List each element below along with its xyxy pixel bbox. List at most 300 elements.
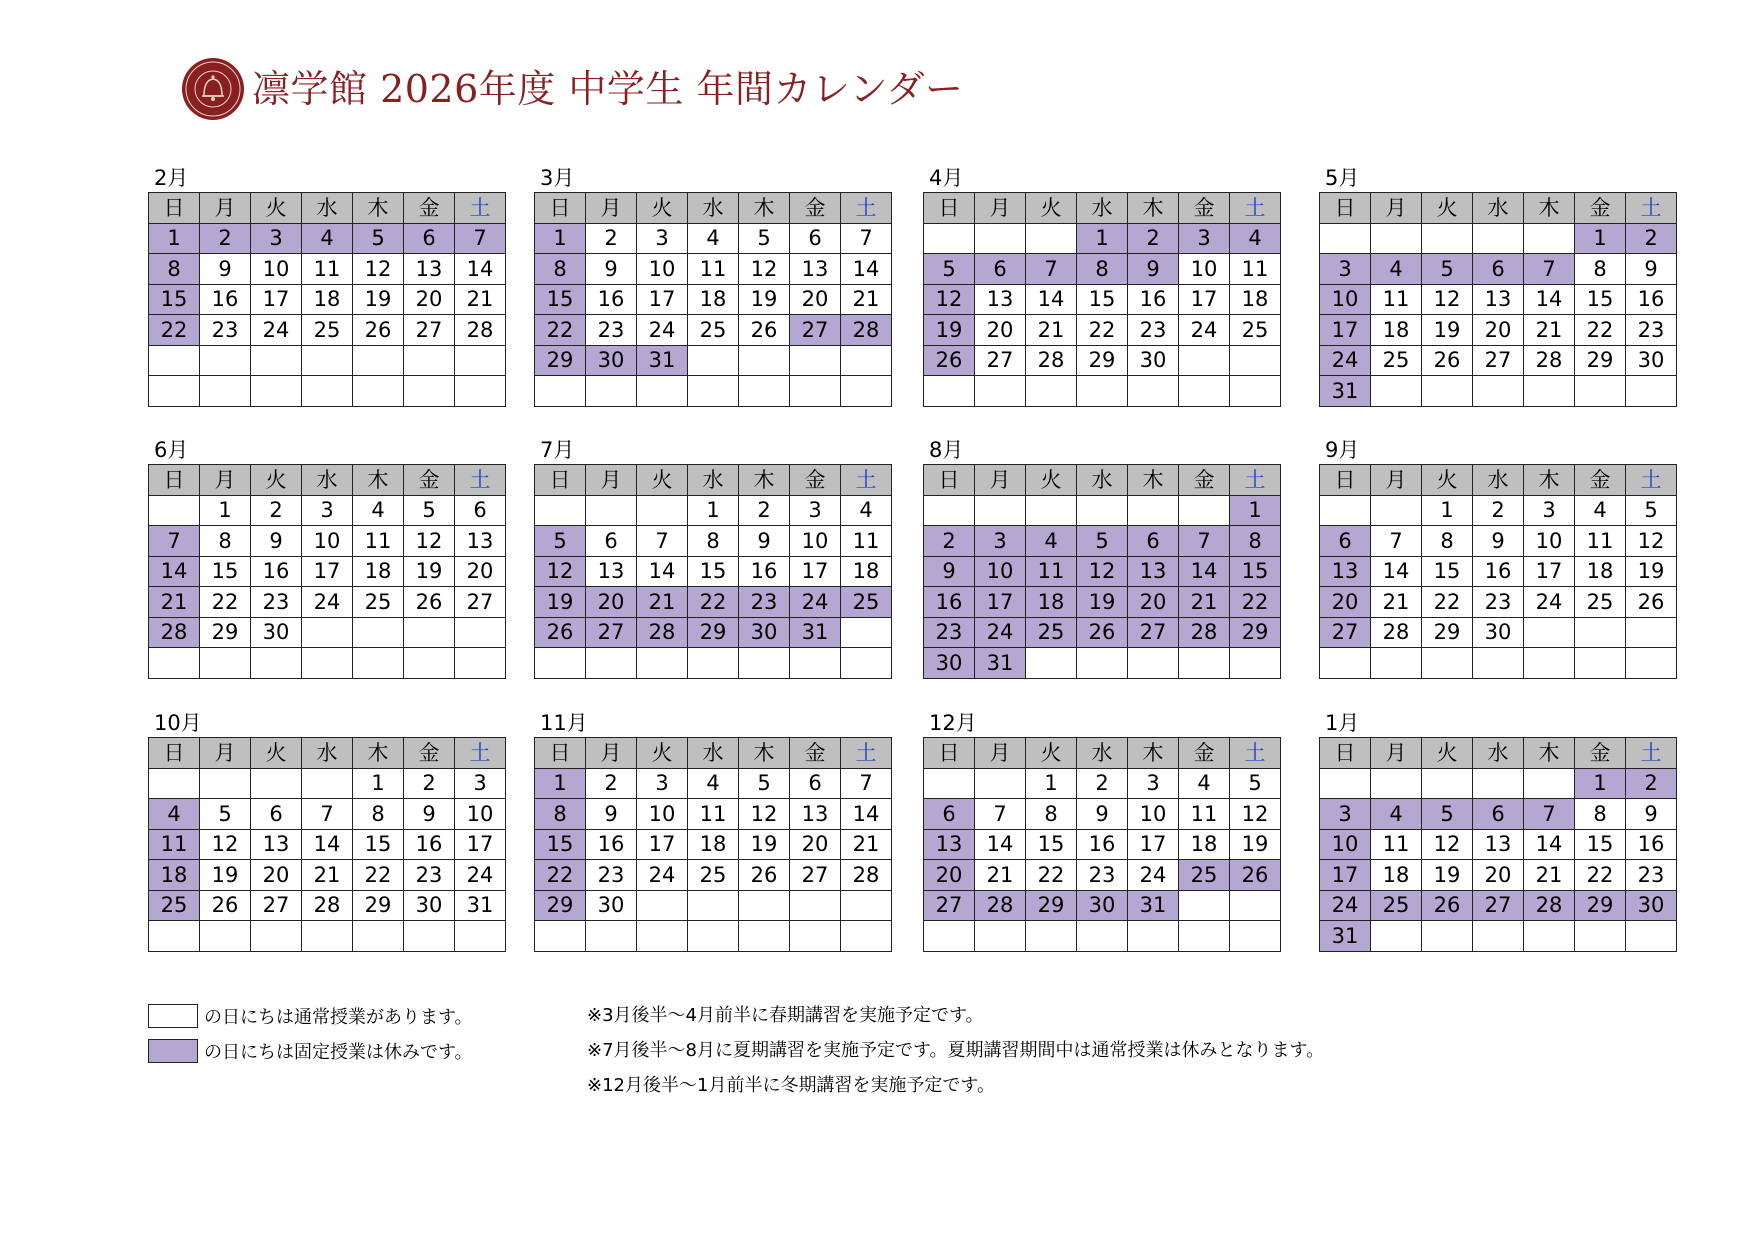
day-cell: 13 <box>1473 284 1524 315</box>
week-row <box>535 223 892 254</box>
day-cell <box>353 345 404 376</box>
weekday-header: 日 <box>535 193 586 224</box>
day-cell: 4 <box>353 495 404 526</box>
day-cell <box>1575 921 1626 952</box>
day-cell <box>739 376 790 407</box>
week-row <box>535 921 892 952</box>
day-cell: 18 <box>688 829 739 860</box>
legend-swatch-normal <box>148 1004 198 1028</box>
day-cell: 30 <box>739 617 790 648</box>
day-cell <box>1179 648 1230 679</box>
day-cell <box>637 921 688 952</box>
day-cell <box>688 890 739 921</box>
weekday-header-row <box>924 465 1281 496</box>
day-cell: 28 <box>841 315 892 346</box>
day-cell: 19 <box>924 315 975 346</box>
day-cell: 28 <box>149 617 200 648</box>
day-cell: 29 <box>535 345 586 376</box>
day-cell: 9 <box>1626 799 1677 830</box>
day-cell <box>251 921 302 952</box>
day-cell <box>1128 648 1179 679</box>
week-row <box>924 345 1281 376</box>
day-cell: 22 <box>688 587 739 618</box>
day-cell: 29 <box>688 617 739 648</box>
day-cell: 16 <box>1128 284 1179 315</box>
day-cell <box>1626 921 1677 952</box>
weekday-header: 金 <box>1179 738 1230 769</box>
day-cell: 5 <box>1422 254 1473 285</box>
day-cell: 23 <box>404 860 455 891</box>
week-row <box>535 556 892 587</box>
day-cell: 21 <box>841 284 892 315</box>
day-cell: 3 <box>455 768 506 799</box>
weekday-header-row <box>1320 465 1677 496</box>
day-cell: 9 <box>1128 254 1179 285</box>
week-row <box>535 254 892 285</box>
weekday-header: 日 <box>535 738 586 769</box>
day-cell: 2 <box>251 495 302 526</box>
day-cell: 17 <box>637 829 688 860</box>
day-cell: 12 <box>353 254 404 285</box>
weekday-header-saturday: 土 <box>1230 465 1281 496</box>
day-cell: 8 <box>1575 254 1626 285</box>
day-cell: 6 <box>1473 799 1524 830</box>
day-cell: 27 <box>1473 890 1524 921</box>
week-row <box>924 921 1281 952</box>
weekday-header: 金 <box>1575 465 1626 496</box>
day-cell <box>455 921 506 952</box>
day-cell <box>586 495 637 526</box>
day-cell <box>404 648 455 679</box>
day-cell <box>200 921 251 952</box>
week-row <box>1320 556 1677 587</box>
weekday-header: 水 <box>688 193 739 224</box>
day-cell <box>637 495 688 526</box>
day-cell <box>1230 890 1281 921</box>
day-cell: 9 <box>1473 526 1524 557</box>
day-cell: 3 <box>637 768 688 799</box>
day-cell <box>739 648 790 679</box>
day-cell <box>1371 376 1422 407</box>
day-cell: 8 <box>200 526 251 557</box>
day-cell: 19 <box>535 587 586 618</box>
month-label: 9月 <box>1325 438 1360 462</box>
weekday-header: 日 <box>1320 738 1371 769</box>
weekday-header: 金 <box>404 738 455 769</box>
day-cell: 25 <box>688 860 739 891</box>
day-cell: 16 <box>586 284 637 315</box>
day-cell: 15 <box>1077 284 1128 315</box>
day-cell: 16 <box>924 587 975 618</box>
day-cell: 30 <box>1626 345 1677 376</box>
day-cell: 11 <box>688 254 739 285</box>
day-cell: 26 <box>1626 587 1677 618</box>
day-cell: 20 <box>975 315 1026 346</box>
day-cell: 14 <box>975 829 1026 860</box>
day-cell: 28 <box>1371 617 1422 648</box>
day-cell: 5 <box>535 526 586 557</box>
day-cell: 15 <box>535 284 586 315</box>
day-cell <box>404 345 455 376</box>
day-cell: 12 <box>1626 526 1677 557</box>
week-row <box>535 829 892 860</box>
day-cell: 23 <box>586 315 637 346</box>
day-cell: 14 <box>637 556 688 587</box>
weekday-header: 月 <box>1371 465 1422 496</box>
day-cell: 6 <box>790 223 841 254</box>
day-cell: 15 <box>149 284 200 315</box>
weekday-header: 火 <box>1026 465 1077 496</box>
day-cell: 22 <box>1575 315 1626 346</box>
day-cell: 30 <box>1473 617 1524 648</box>
day-cell <box>149 648 200 679</box>
month-label: 10月 <box>154 711 202 735</box>
week-row <box>149 921 506 952</box>
weekday-header: 日 <box>924 193 975 224</box>
day-cell <box>1128 376 1179 407</box>
week-row <box>149 345 506 376</box>
week-row <box>149 768 506 799</box>
day-cell: 20 <box>1128 587 1179 618</box>
week-row <box>924 254 1281 285</box>
day-cell: 26 <box>739 860 790 891</box>
month-label: 1月 <box>1325 711 1360 735</box>
day-cell: 29 <box>353 890 404 921</box>
day-cell: 15 <box>200 556 251 587</box>
day-cell: 15 <box>353 829 404 860</box>
day-cell: 18 <box>1575 556 1626 587</box>
day-cell: 5 <box>353 223 404 254</box>
day-cell: 3 <box>1524 495 1575 526</box>
day-cell: 2 <box>404 768 455 799</box>
month-table <box>534 192 892 407</box>
day-cell: 9 <box>586 254 637 285</box>
day-cell <box>404 921 455 952</box>
weekday-header: 日 <box>535 465 586 496</box>
day-cell <box>1473 648 1524 679</box>
week-row <box>535 315 892 346</box>
day-cell: 16 <box>200 284 251 315</box>
day-cell <box>739 890 790 921</box>
day-cell <box>1077 921 1128 952</box>
day-cell: 18 <box>1371 315 1422 346</box>
day-cell: 25 <box>353 587 404 618</box>
day-cell <box>1524 648 1575 679</box>
day-cell: 21 <box>302 860 353 891</box>
week-row <box>1320 345 1677 376</box>
weekday-header: 火 <box>1422 465 1473 496</box>
day-cell <box>841 890 892 921</box>
week-row <box>149 526 506 557</box>
day-cell: 6 <box>455 495 506 526</box>
week-row <box>1320 526 1677 557</box>
day-cell: 23 <box>1473 587 1524 618</box>
weekday-header: 木 <box>353 738 404 769</box>
weekday-header: 金 <box>1179 465 1230 496</box>
day-cell <box>404 617 455 648</box>
weekday-header: 水 <box>302 193 353 224</box>
day-cell: 14 <box>1371 556 1422 587</box>
week-row <box>149 587 506 618</box>
week-row <box>1320 376 1677 407</box>
weekday-header: 水 <box>688 465 739 496</box>
day-cell: 26 <box>1422 345 1473 376</box>
day-cell <box>1230 376 1281 407</box>
month-table <box>1319 737 1677 952</box>
day-cell <box>455 345 506 376</box>
day-cell: 7 <box>1371 526 1422 557</box>
day-cell: 8 <box>1422 526 1473 557</box>
day-cell: 27 <box>790 315 841 346</box>
week-row <box>535 617 892 648</box>
day-cell <box>455 376 506 407</box>
day-cell: 24 <box>251 315 302 346</box>
weekday-header-saturday: 土 <box>841 465 892 496</box>
weekday-header: 火 <box>1026 193 1077 224</box>
day-cell: 12 <box>1422 284 1473 315</box>
day-cell <box>535 648 586 679</box>
day-cell <box>200 768 251 799</box>
day-cell: 13 <box>455 526 506 557</box>
day-cell: 21 <box>1524 860 1575 891</box>
day-cell: 2 <box>1473 495 1524 526</box>
weekday-header: 火 <box>1026 738 1077 769</box>
day-cell <box>200 648 251 679</box>
day-cell <box>1524 617 1575 648</box>
day-cell: 5 <box>739 768 790 799</box>
day-cell: 11 <box>353 526 404 557</box>
day-cell: 6 <box>1473 254 1524 285</box>
weekday-header: 月 <box>1371 193 1422 224</box>
day-cell: 8 <box>1575 799 1626 830</box>
day-cell <box>535 376 586 407</box>
day-cell: 17 <box>790 556 841 587</box>
weekday-header: 月 <box>586 738 637 769</box>
day-cell: 16 <box>1077 829 1128 860</box>
day-cell <box>1575 617 1626 648</box>
weekday-header: 日 <box>924 738 975 769</box>
day-cell: 11 <box>1026 556 1077 587</box>
day-cell <box>1320 495 1371 526</box>
day-cell: 24 <box>637 860 688 891</box>
day-cell: 23 <box>586 860 637 891</box>
day-cell: 11 <box>1371 284 1422 315</box>
day-cell: 31 <box>790 617 841 648</box>
day-cell: 17 <box>251 284 302 315</box>
day-cell: 19 <box>200 860 251 891</box>
day-cell: 24 <box>637 315 688 346</box>
weekday-header: 木 <box>1524 738 1575 769</box>
day-cell: 1 <box>1575 768 1626 799</box>
day-cell: 22 <box>535 315 586 346</box>
day-cell: 26 <box>1230 860 1281 891</box>
day-cell: 13 <box>975 284 1026 315</box>
day-cell: 6 <box>404 223 455 254</box>
day-cell <box>302 345 353 376</box>
month-table <box>534 737 892 952</box>
day-cell: 9 <box>404 799 455 830</box>
day-cell: 15 <box>1230 556 1281 587</box>
day-cell: 9 <box>1626 254 1677 285</box>
day-cell: 7 <box>841 223 892 254</box>
day-cell: 17 <box>1320 860 1371 891</box>
day-cell: 30 <box>1128 345 1179 376</box>
day-cell: 24 <box>1179 315 1230 346</box>
day-cell: 12 <box>535 556 586 587</box>
day-cell: 19 <box>1077 587 1128 618</box>
week-row <box>535 345 892 376</box>
weekday-header-row <box>924 738 1281 769</box>
week-row <box>924 799 1281 830</box>
day-cell: 4 <box>149 799 200 830</box>
day-cell <box>455 617 506 648</box>
week-row <box>924 495 1281 526</box>
day-cell <box>1626 648 1677 679</box>
day-cell: 12 <box>404 526 455 557</box>
day-cell: 10 <box>1128 799 1179 830</box>
day-cell <box>149 376 200 407</box>
day-cell: 30 <box>251 617 302 648</box>
day-cell: 4 <box>1230 223 1281 254</box>
weekday-header-saturday: 土 <box>1230 738 1281 769</box>
day-cell: 12 <box>739 799 790 830</box>
day-cell <box>1524 376 1575 407</box>
day-cell: 6 <box>586 526 637 557</box>
day-cell: 14 <box>455 254 506 285</box>
day-cell: 18 <box>1371 860 1422 891</box>
day-cell: 5 <box>924 254 975 285</box>
day-cell <box>975 376 1026 407</box>
day-cell: 21 <box>841 829 892 860</box>
day-cell: 4 <box>1575 495 1626 526</box>
day-cell <box>586 376 637 407</box>
day-cell: 4 <box>1371 799 1422 830</box>
day-cell: 27 <box>924 890 975 921</box>
day-cell: 19 <box>404 556 455 587</box>
day-cell: 1 <box>1422 495 1473 526</box>
day-cell: 26 <box>924 345 975 376</box>
day-cell: 7 <box>637 526 688 557</box>
day-cell <box>149 921 200 952</box>
day-cell <box>251 648 302 679</box>
day-cell: 13 <box>586 556 637 587</box>
day-cell: 4 <box>688 223 739 254</box>
month-label: 3月 <box>540 166 575 190</box>
day-cell: 8 <box>1230 526 1281 557</box>
day-cell <box>841 376 892 407</box>
day-cell: 21 <box>1026 315 1077 346</box>
day-cell <box>1320 223 1371 254</box>
weekday-header: 火 <box>637 738 688 769</box>
day-cell: 13 <box>790 254 841 285</box>
day-cell <box>302 648 353 679</box>
day-cell: 4 <box>1371 254 1422 285</box>
day-cell <box>1575 648 1626 679</box>
legend-off-text: の日にちは固定授業は休みです。 <box>204 1042 473 1063</box>
day-cell: 2 <box>586 768 637 799</box>
day-cell: 29 <box>1575 890 1626 921</box>
day-cell: 17 <box>1320 315 1371 346</box>
day-cell: 1 <box>535 223 586 254</box>
day-cell: 5 <box>739 223 790 254</box>
day-cell: 3 <box>1179 223 1230 254</box>
day-cell: 29 <box>535 890 586 921</box>
month-table <box>148 192 506 407</box>
day-cell: 1 <box>1077 223 1128 254</box>
day-cell: 22 <box>1077 315 1128 346</box>
day-cell <box>302 617 353 648</box>
day-cell: 26 <box>200 890 251 921</box>
weekday-header-row <box>535 193 892 224</box>
day-cell: 18 <box>149 860 200 891</box>
day-cell: 13 <box>1128 556 1179 587</box>
day-cell: 5 <box>1422 799 1473 830</box>
week-row <box>535 860 892 891</box>
day-cell <box>1128 495 1179 526</box>
day-cell: 20 <box>790 284 841 315</box>
weekday-header: 日 <box>149 465 200 496</box>
day-cell: 19 <box>353 284 404 315</box>
weekday-header: 水 <box>1077 738 1128 769</box>
day-cell: 25 <box>1179 860 1230 891</box>
day-cell <box>535 921 586 952</box>
day-cell: 29 <box>1026 890 1077 921</box>
weekday-header: 月 <box>975 738 1026 769</box>
weekday-header: 火 <box>1422 193 1473 224</box>
day-cell: 18 <box>1026 587 1077 618</box>
day-cell: 4 <box>688 768 739 799</box>
day-cell <box>1230 345 1281 376</box>
week-row <box>535 799 892 830</box>
week-row <box>1320 648 1677 679</box>
day-cell <box>975 768 1026 799</box>
day-cell: 25 <box>1230 315 1281 346</box>
day-cell: 21 <box>455 284 506 315</box>
day-cell: 23 <box>1128 315 1179 346</box>
weekday-header: 月 <box>975 465 1026 496</box>
day-cell: 8 <box>535 254 586 285</box>
weekday-header: 金 <box>404 465 455 496</box>
day-cell: 7 <box>1026 254 1077 285</box>
day-cell: 22 <box>353 860 404 891</box>
day-cell: 23 <box>200 315 251 346</box>
month-table <box>1319 192 1677 407</box>
day-cell: 23 <box>251 587 302 618</box>
day-cell <box>1371 648 1422 679</box>
day-cell: 18 <box>1230 284 1281 315</box>
day-cell: 12 <box>1077 556 1128 587</box>
day-cell: 22 <box>200 587 251 618</box>
day-cell <box>637 648 688 679</box>
day-cell: 15 <box>1422 556 1473 587</box>
day-cell: 25 <box>302 315 353 346</box>
notes <box>587 1003 1737 1108</box>
weekday-header-saturday: 土 <box>1626 738 1677 769</box>
day-cell: 28 <box>302 890 353 921</box>
week-row <box>924 526 1281 557</box>
day-cell: 17 <box>1179 284 1230 315</box>
day-cell: 3 <box>790 495 841 526</box>
day-cell <box>790 376 841 407</box>
day-cell: 20 <box>1473 315 1524 346</box>
day-cell: 16 <box>404 829 455 860</box>
week-row <box>535 495 892 526</box>
day-cell: 27 <box>455 587 506 618</box>
day-cell: 12 <box>200 829 251 860</box>
day-cell <box>149 345 200 376</box>
month-table <box>148 737 506 952</box>
note-summer: ※7月後半～8月に夏期講習を実施予定です。夏期講習期間中は通常授業は休みとなります。 <box>587 1040 1325 1061</box>
